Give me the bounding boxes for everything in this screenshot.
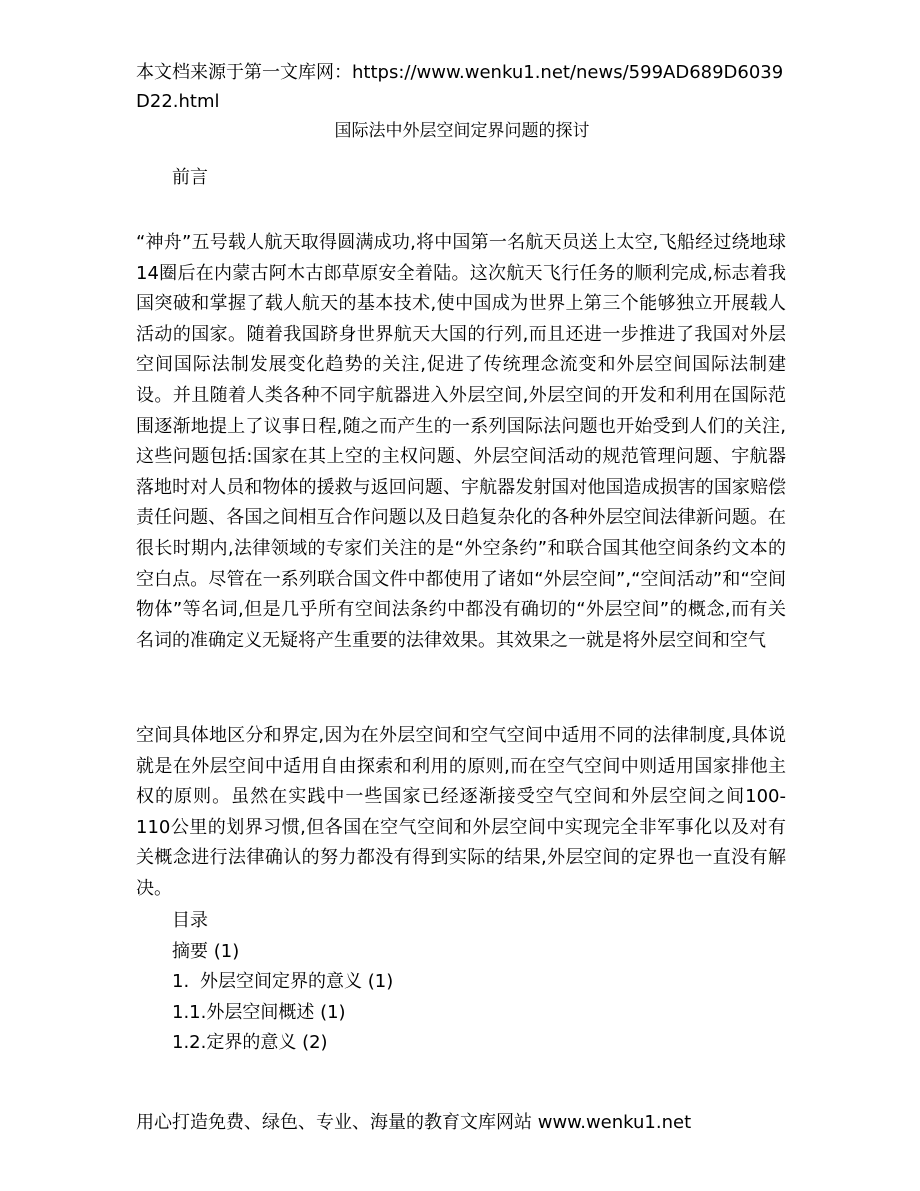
toc-item-number: 1. (172, 971, 190, 993)
table-of-contents (172, 906, 393, 1059)
toc-item-abstract[interactable] (172, 937, 393, 968)
body-paragraph-1: “神舟”五号载人航天取得圆满成功,将中国第一名航天员送上太空,飞船经过绕地球14圈后在内蒙古阿木古郎草原安全着陆。这次航天飞行任务的顺利完成,标志着我国突破和掌握了载人航天的基本技术,使中国成为世界上第三个能够独立开展载人活动的国家。随着我国跻身世界航天大国的行列,而且还进一步推进了我国对外层空间国际法制发展变化趋势的关注,促进了传统理念流变和外层空间国际法制建设。并且随着人类各种不同宇航器进入外层空间,外层空间的开发和利用在国际范围逐渐地提上了议事日程,随之而产生的一系列国际法问题也开始受到人们的关注,这些问题包括:国家在其上空的主权问题、外层空间活动的规范管理问题、宇航器落地时对人员和物体的援救与返回问题、宇航器发射国对他国造成损害的国家赔偿责任问题、各国之间相互合作问题以及日趋复杂化的各种外层空间法律新问题。在很长时期内,法律领域的专家们关注的是“外空条约”和联合国其他空间条约文本的空白点。尽管在一系列联合国文件中都使用了诸如“外层空间”,“空间活动”和“空间物体”等名词,但是几乎所有空间法条约中都没有确切的“外层空间”的概念,而有关名词的准确定义无疑将产生重要的法律效果。其效果之一就是将外层空间和空气 (136, 232, 786, 651)
toc-item-label: 外层空间定界的意义 (1) (200, 971, 394, 993)
toc-item-overview[interactable] (172, 998, 393, 1029)
toc-item-label: 1.2.定界的意义 (2) (172, 1032, 328, 1054)
preface-heading: 前言 (172, 167, 208, 188)
body-paragraph-2: 空间具体地区分和界定,因为在外层空间和空气空间中适用不同的法律制度,具体说就是在外层空间中适用自由探索和利用的原则,而在空气空间中则适用国家排他主权的原则。虽然在实践中一些国家已经逐渐接受空气空间和外层空间之间100-110公里的划界习惯,但各国在空气空间和外层空间中实现完全非军事化以及对有关概念进行法律确认的努力都没有得到实际的结果,外层空间的定界也一直没有解决。 (136, 725, 786, 899)
source-url-line: 本文档来源于第一文库网：https://www.wenku1.net/news/599AD689D6039D22.html (136, 62, 784, 112)
toc-item-label: 摘要 (1) (172, 940, 240, 962)
toc-heading: 目录 (172, 910, 208, 931)
document-title (0, 119, 920, 143)
footer-slogan: 用心打造免费、绿色、专业、海量的教育文库网站 www.wenku1.net (136, 1112, 692, 1133)
toc-item-significance[interactable] (172, 967, 393, 998)
document-title-text: 国际法中外层空间定界问题的探讨 (334, 121, 590, 141)
toc-item-delimitation-meaning[interactable] (172, 1028, 393, 1059)
toc-item-label: 1.1.外层空间概述 (1) (172, 1001, 346, 1023)
